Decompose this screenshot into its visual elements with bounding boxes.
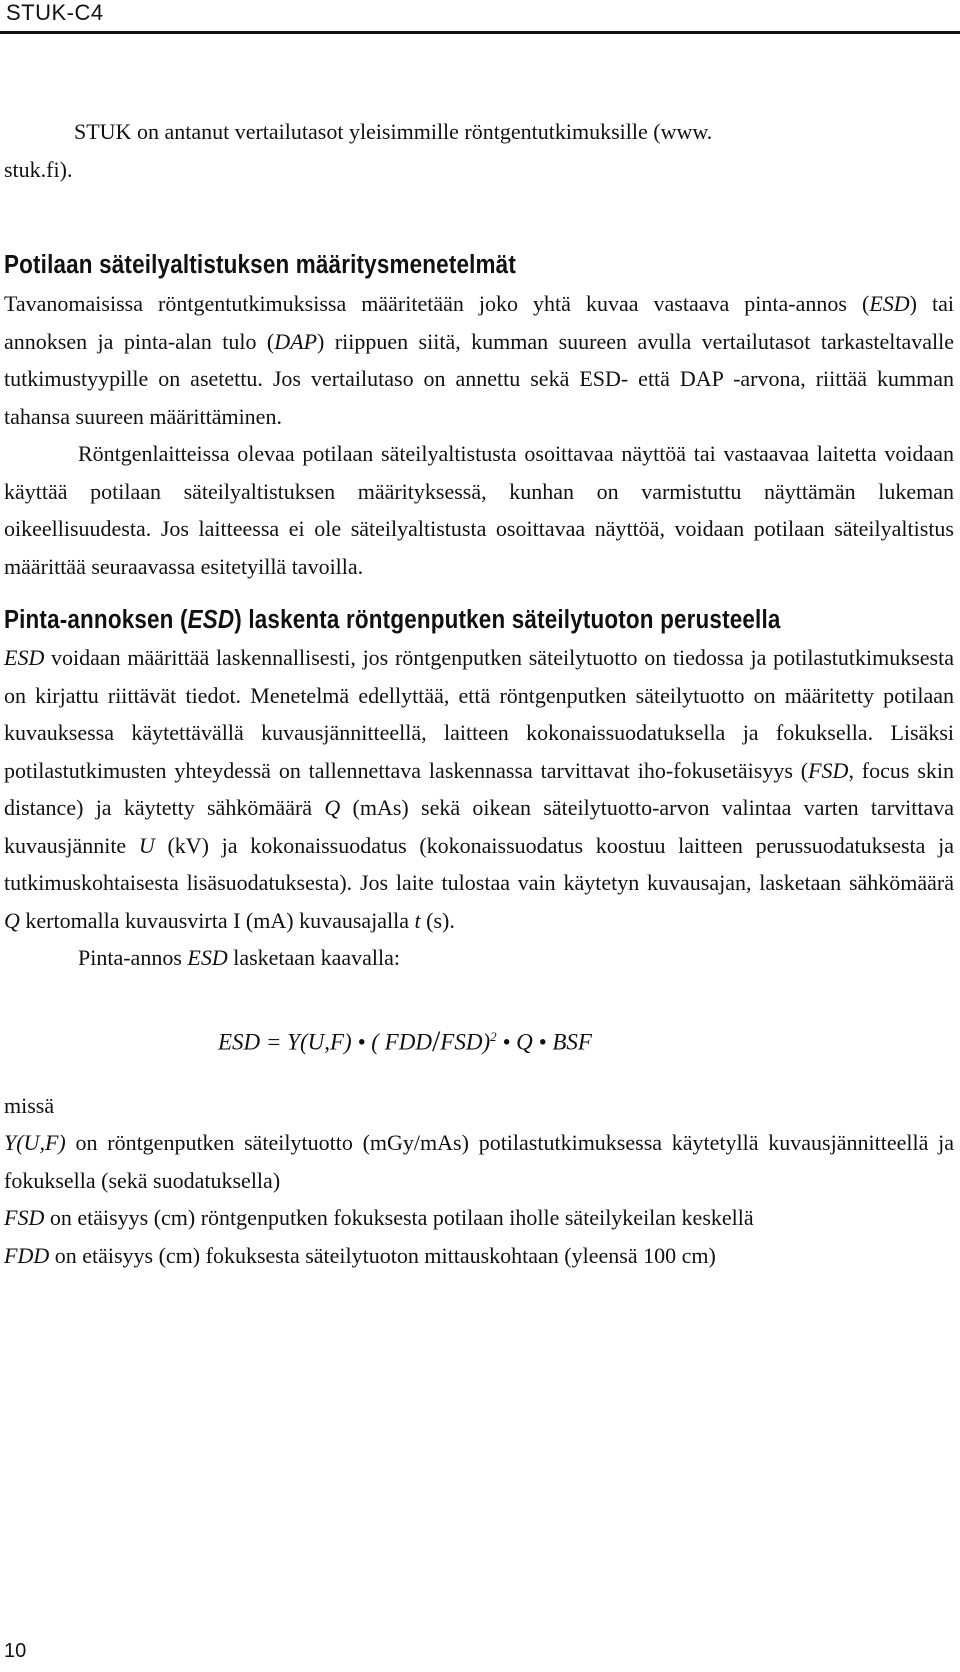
page-number: 10 xyxy=(4,1640,27,1662)
section-heading-dose-methods: Potilaan säteilyaltistuksen määritysmenetelmät xyxy=(4,251,516,279)
definition-fdd: FDD on etäisyys (cm) fokuksesta säteilytuoton mittauskohtaan (yleensä 100 cm) xyxy=(4,1242,716,1268)
section1-paragraph-1: Tavanomaisissa röntgentutkimuksissa määritetään joko yhtä kuvaa vastaava pinta-annos (ESD) tai annoksen ja pinta-alan tulo (DAP) riippuen siitä, kumman suureen avulla vertailutasot tarkasteltavalle tutkimustyypille on asetettu. Jos vertailutaso on annettu sekä ESD- että DAP -arvona, riittää kumman tahansa suureen määrittäminen. xyxy=(4,291,955,429)
section2-paragraph-2: Pinta-annos ESD lasketaan kaavalla: xyxy=(78,945,400,970)
definition-fsd: FSD on etäisyys (cm) röntgenputken fokuksesta potilaan iholle säteilykeilan keskellä xyxy=(4,1205,754,1230)
definitions-intro: missä xyxy=(4,1092,55,1118)
intro-line-1: STUK on antanut vertailutasot yleisimmille röntgentutkimuksille (www. xyxy=(74,119,713,144)
abbr-esd: ESD xyxy=(869,291,910,316)
section-heading-esd-calculation: Pinta-annoksen (ESD) laskenta röntgenputken säteilytuoton perusteella xyxy=(4,606,781,634)
header-rule xyxy=(0,31,960,34)
running-header: STUK-C4 xyxy=(6,0,104,25)
formula-exponent: 2 xyxy=(490,1028,497,1044)
intro-line-2: stuk.fi). xyxy=(4,156,73,182)
section2-paragraph-1: ESD voidaan määrittää laskennallisesti, jos röntgenputken säteilytuotto on tiedossa ja potilastutkimuksesta on kirjattu riittävät tiedot. Menetelmä edellyttää, että röntgenputken säteilytuotto on määritetty potilaan kuvauksessa käytettävällä kuvausjännitteellä, laitteen kokonaissuodatuksella ja fokuksella. Lisäksi potilastutkimusten yhteydessä on tallennettava laskennassa tarvittavat iho-fokusetäisyys (FSD, focus skin distance) ja käytetty sähkömäärä Q (mAs) sekä oikean säteilytuotto-arvon valintaa varten tarvittava kuvausjännite U (kV) ja kokonaissuodatus (kokonaissuodatus koostuu laitteen perussuodatuksesta ja tutkimuskohtaisesta lisäsuodatuksesta). Jos laite tulostaa vain käytetyn kuvausajan, lasketaan sähkömäärä Q kertomalla kuvausvirta I (mA) kuvausajalla t (s). xyxy=(4,645,954,933)
abbr-dap: DAP xyxy=(274,328,318,354)
section1-paragraph-2: Röntgenlaitteissa olevaa potilaan säteilyaltistusta osoittavaa näyttöä tai vastaavaa laitetta voidaan käyttää potilaan säteilyaltistuksen määrityksessä, kunhan on varmistuttu näyttämän lukeman oikeellisuudesta. Jos laitteessa ei ole säteilyaltistusta osoittavaa näyttöä, voidaan potilaan säteilyaltistus määrittää seuraavassa esitetyillä tavoilla. xyxy=(4,441,954,579)
definition-y: Y(U,F) on röntgenputken säteilytuotto (mGy/mAs) potilastutkimuksessa käytetyllä kuvausjännitteellä ja fokuksella (sekä suodatuksella) xyxy=(4,1130,954,1193)
formula-slash: / xyxy=(431,1025,441,1059)
intro-paragraph xyxy=(4,113,954,188)
esd-formula: ESD = Y(U,F) • ( FDD/FSD)$^2$ • Q • BSF xyxy=(218,1025,592,1059)
page-content xyxy=(4,113,954,1274)
